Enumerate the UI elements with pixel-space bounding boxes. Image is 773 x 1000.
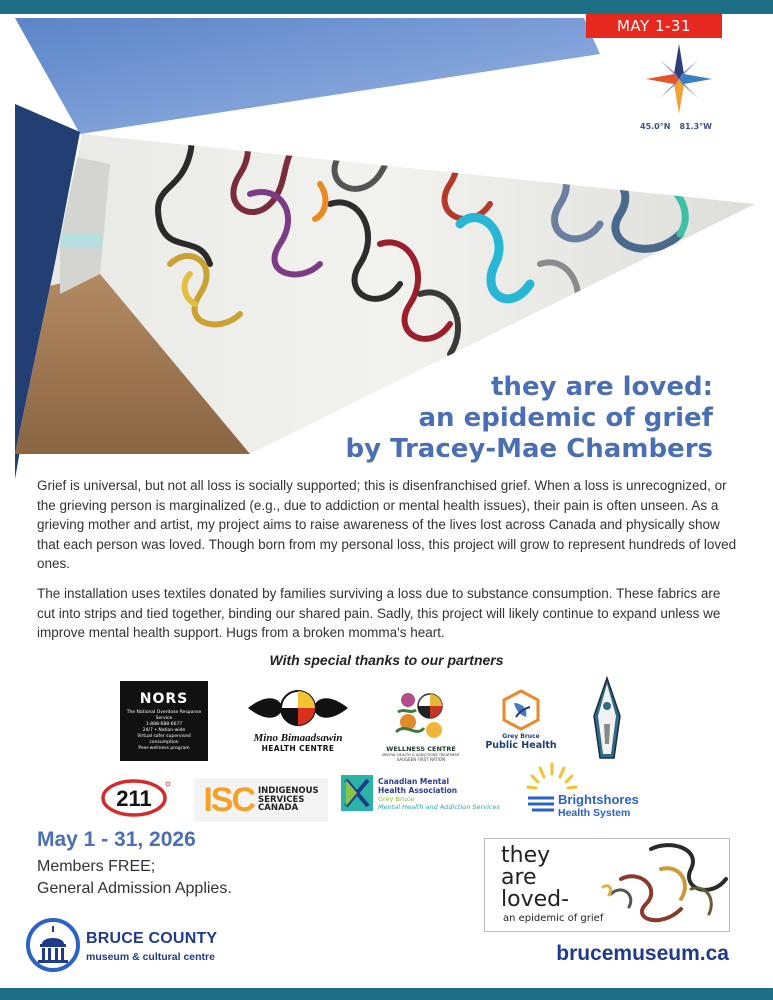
isc-line-3: CANADA xyxy=(258,803,299,814)
textile-sculpture-icon xyxy=(591,839,730,932)
greybruce-small: Grey Bruce xyxy=(502,733,540,740)
museum-dome-icon xyxy=(26,918,80,972)
grey-bruce-public-health-logo xyxy=(484,686,558,754)
exhibit-title xyxy=(345,372,713,465)
bottom-accent-bar xyxy=(0,988,773,1000)
coordinates xyxy=(640,122,740,131)
isc-logo xyxy=(194,778,328,822)
nors-title: NORS xyxy=(139,690,189,707)
description-paragraph-2: The installation uses textiles donated by families surviving a loss due to substance consumption. These fabrics are cut into strips and tied together, binding our shared pain. Sadly, this project will likely continue to expand unless we improve mental health support. Hugs from a broken momma's heart. xyxy=(37,586,721,640)
card-word-1: they xyxy=(501,843,551,868)
brightshores-sub: Health System xyxy=(558,807,631,819)
partners-heading: With special thanks to our partners xyxy=(269,652,504,668)
admission-info xyxy=(37,856,232,900)
cmha-line-3: Grey Bruce xyxy=(378,795,415,803)
nors-line: Virtual safer supervised consumption xyxy=(137,733,191,745)
nors-line: Peer-wellness program xyxy=(138,745,190,751)
floral-wheel-icon xyxy=(386,682,456,744)
title-line-3: by Tracey-Mae Chambers xyxy=(345,434,713,464)
longitude: 81.3°W xyxy=(679,122,712,131)
wellness-title: WELLNESS CENTRE xyxy=(386,745,456,753)
medicine-wheel-icon xyxy=(243,686,353,730)
mino-name: Mino Bimaadsawin xyxy=(253,731,343,744)
nors-line: 24/7 • Nation-wide xyxy=(142,727,186,733)
card-word-3: loved- xyxy=(501,887,570,912)
date-badge: MAY 1-31 xyxy=(586,14,722,38)
wellness-nation: SAUGEEN FIRST NATION xyxy=(396,757,446,762)
museum-name: BRUCE COUNTY xyxy=(86,930,218,947)
feather-emblem-icon xyxy=(592,676,622,760)
title-line-2: an epidemic of grief xyxy=(418,403,713,433)
greybruce-big: Public Health xyxy=(485,740,557,751)
admission-general: General Admission Applies. xyxy=(37,880,232,897)
nors-phone: 1-888-688-6677 xyxy=(145,721,183,727)
museum-subtitle: museum & cultural centre xyxy=(86,951,215,963)
compass-rose-icon xyxy=(646,44,712,114)
title-line-1: they are loved: xyxy=(491,372,713,402)
cmha-logo xyxy=(340,774,516,822)
isc-acronym: ISC xyxy=(203,780,255,819)
cmha-emblem-icon xyxy=(340,774,374,812)
latitude: 45.0°N xyxy=(640,122,671,131)
exhibit-card xyxy=(484,838,730,932)
nors-logo xyxy=(120,681,208,761)
admission-members: Members FREE; xyxy=(37,858,156,875)
nors-line: The National Overdose Response Service xyxy=(126,709,202,721)
event-dates: May 1 - 31, 2026 xyxy=(37,828,196,851)
light-blue-triangle xyxy=(15,18,600,134)
mino-sub: HEALTH CENTRE xyxy=(261,743,335,753)
wellness-sub: MENTAL HEALTH & ADDICTIONS TREATMENT xyxy=(382,753,460,757)
211-logo xyxy=(100,778,172,818)
wellness-centre-logo xyxy=(376,678,466,766)
card-subtitle: an epidemic of grief xyxy=(503,913,604,924)
top-accent-bar xyxy=(0,0,773,14)
brightshores-logo xyxy=(524,760,658,822)
isc-line-1: INDIGENOUS xyxy=(258,786,319,797)
cmha-line-2: Health Association xyxy=(378,786,458,795)
card-word-2: are xyxy=(501,865,537,890)
website-url[interactable]: brucemuseum.ca xyxy=(556,942,729,965)
211-label: 211 xyxy=(116,786,152,811)
isc-line-2: SERVICES xyxy=(258,794,305,805)
bruce-county-museum-logo xyxy=(26,918,266,972)
mino-bimaadsawin-logo xyxy=(238,683,358,755)
hexagon-icon xyxy=(500,689,542,731)
brightshores-name: Brightshores xyxy=(558,792,639,807)
211-oval-icon xyxy=(100,778,172,818)
cmha-line-1: Canadian Mental xyxy=(378,777,450,786)
cmha-line-4: Mental Health and Addiction Services xyxy=(378,803,500,811)
description-paragraph-1: Grief is universal, but not all loss is socially supported; this is disenfranchised grief. When a loss is unrecognized, or the grieving person is marginalized (e.g., due to addiction or mental health issues), their pain is often unseen. As a grieving mother and artist, my project aims to raise awareness of the lives lost across Canada and physically show that each person was loved. Though born from my personal loss, this project will grow to represent hundreds of loved ones. xyxy=(37,478,737,571)
